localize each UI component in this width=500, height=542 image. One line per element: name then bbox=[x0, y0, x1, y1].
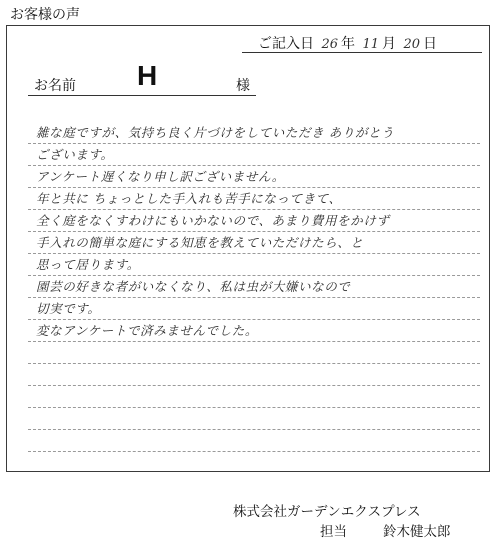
comment-line: ございます。 bbox=[36, 147, 114, 162]
ruled-line bbox=[28, 209, 480, 210]
form-title: お客様の声 bbox=[10, 7, 80, 23]
entry-date-month: 11 bbox=[362, 37, 379, 52]
ruled-line bbox=[28, 385, 480, 386]
staff-name: 鈴木健太郎 bbox=[383, 524, 451, 540]
ruled-line bbox=[28, 451, 480, 452]
comment-line: 園芸の好きな者がいなくなり、私は虫が大嫌いなので bbox=[36, 279, 351, 294]
ruled-line bbox=[28, 319, 480, 320]
ruled-line bbox=[28, 341, 480, 342]
entry-date-year-unit: 年 bbox=[341, 36, 355, 52]
company-name: 株式会社ガーデンエクスプレス bbox=[233, 504, 421, 520]
customer-name-label: お名前 bbox=[34, 78, 76, 94]
ruled-line bbox=[28, 429, 480, 430]
comment-line: アンケート遅くなり申し訳ございません。 bbox=[36, 169, 285, 184]
comment-line: 変なアンケートで済みませんでした。 bbox=[36, 323, 258, 338]
comment-line: 雑な庭ですが、気持ち良く片づけをしていただき ありがとう bbox=[36, 125, 395, 140]
ruled-line bbox=[28, 165, 480, 166]
ruled-line bbox=[28, 297, 480, 298]
ruled-line bbox=[28, 407, 480, 408]
comment-line: 手入れの簡単な庭にする知恵を教えていただけたら、と bbox=[36, 235, 364, 250]
entry-date-day: 20 bbox=[403, 37, 420, 52]
entry-date-label: ご記入日 bbox=[258, 36, 314, 52]
customer-name-value: H bbox=[137, 60, 158, 91]
ruled-line bbox=[28, 143, 480, 144]
comment-line: 年と共に ちょっとした手入れも苦手になってきて、 bbox=[36, 191, 342, 206]
comment-line: 思って居ります。 bbox=[36, 257, 140, 272]
entry-date-year: 26 bbox=[321, 37, 338, 52]
ruled-line bbox=[28, 275, 480, 276]
entry-date-day-unit: 日 bbox=[423, 36, 437, 52]
ruled-line bbox=[28, 253, 480, 254]
comment-line: 全く庭をなくすわけにもいかないので、あまり費用をかけず bbox=[36, 213, 390, 228]
entry-date bbox=[258, 33, 437, 53]
ruled-line bbox=[28, 231, 480, 232]
customer-name-honorific: 様 bbox=[236, 78, 250, 94]
date-underline bbox=[242, 52, 482, 53]
comment-line: 切実です。 bbox=[36, 301, 101, 316]
ruled-line bbox=[28, 187, 480, 188]
name-underline bbox=[28, 95, 256, 96]
staff-role-label: 担当 bbox=[320, 524, 347, 540]
ruled-line bbox=[28, 363, 480, 364]
entry-date-month-unit: 月 bbox=[382, 36, 396, 52]
